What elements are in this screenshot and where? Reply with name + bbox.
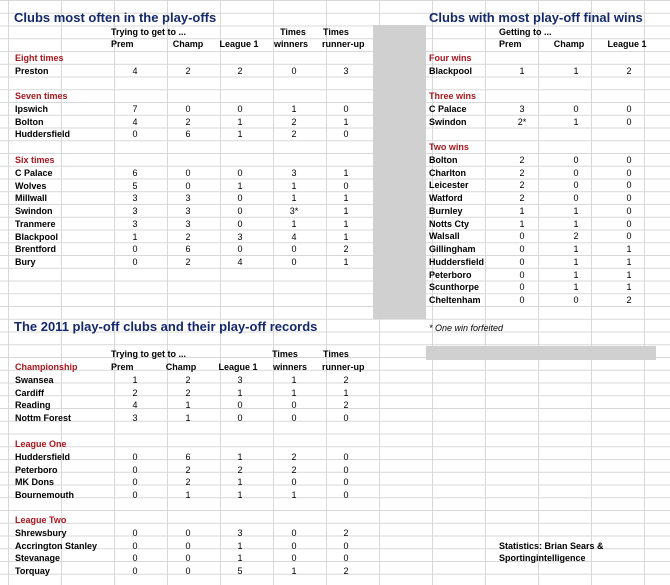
header-winners: winners xyxy=(272,362,308,372)
club-name: Charlton xyxy=(429,167,466,178)
stat-cell: 0 xyxy=(132,451,138,462)
stat-cell: 0 xyxy=(291,400,297,411)
panel1-title: Clubs most often in the play-offs xyxy=(14,10,217,25)
stat-cell: 0 xyxy=(626,116,632,127)
header-getting: Getting to ... xyxy=(499,27,552,37)
stat-cell: 5 xyxy=(237,566,243,576)
stat-cell: 0 xyxy=(132,540,138,551)
stat-cell: 0 xyxy=(291,413,297,423)
club-name: Torquay xyxy=(15,566,50,576)
club-name: Scunthorpe xyxy=(429,282,480,293)
stat-cell: 0 xyxy=(626,180,632,191)
stat-cell: 0 xyxy=(343,477,349,488)
stat-cell: 1 xyxy=(519,218,525,229)
stat-cell: 1 xyxy=(573,244,579,254)
stat-cell: 1 xyxy=(291,180,297,191)
stat-cell: 0 xyxy=(237,103,243,114)
stat-cell: 0 xyxy=(185,167,191,178)
stat-cell: 1 xyxy=(573,256,579,267)
stat-cell: 3 xyxy=(185,193,191,204)
club-name: Stevanage xyxy=(15,553,61,564)
club-name: Nottm Forest xyxy=(15,413,71,423)
stat-cell: 1 xyxy=(291,103,297,114)
stat-cell: 1 xyxy=(626,256,632,267)
stat-cell: 0 xyxy=(291,65,297,76)
panel3-title: The 2011 play-off clubs and their play-off records xyxy=(14,319,318,334)
header-trying: Trying to get to ... xyxy=(111,27,186,37)
club-name: Peterboro xyxy=(15,464,58,475)
stat-cell: 2 xyxy=(185,477,191,488)
stat-cell: 1 xyxy=(185,413,191,423)
stat-cell: 1 xyxy=(519,65,525,76)
group-label: Three wins xyxy=(429,91,477,101)
stat-cell: 0 xyxy=(132,527,138,538)
club-name: Cardiff xyxy=(15,387,44,398)
stat-cell: 2 xyxy=(132,387,138,398)
stat-cell: 2 xyxy=(237,464,243,475)
stat-cell: 0 xyxy=(291,257,297,267)
stat-cell: 0 xyxy=(519,256,525,267)
club-name: Blackpool xyxy=(429,65,473,76)
stat-cell: 1 xyxy=(343,193,349,204)
credit-line2: Sportingintelligence xyxy=(499,553,586,563)
stat-cell: 2 xyxy=(185,464,191,475)
club-name: Bury xyxy=(15,257,36,267)
stat-cell: 0 xyxy=(343,490,349,500)
stat-cell: 3 xyxy=(185,206,191,216)
stat-cell: 1 xyxy=(343,167,349,178)
stat-cell: 1 xyxy=(343,387,349,398)
group-label: League One xyxy=(15,439,67,449)
stat-cell: 3 xyxy=(132,413,138,423)
stat-cell: 1 xyxy=(573,65,579,76)
stat-cell: 2 xyxy=(626,65,632,76)
stat-cell: 1 xyxy=(626,244,632,254)
stat-cell: 2 xyxy=(343,527,349,538)
stat-cell: 2* xyxy=(517,116,527,127)
stat-cell: 6 xyxy=(185,451,191,462)
club-name: Bournemouth xyxy=(15,490,74,500)
stat-cell: 2 xyxy=(291,464,297,475)
stat-cell: 2 xyxy=(343,244,349,255)
stat-cell: 0 xyxy=(237,244,243,255)
stat-cell: 3 xyxy=(132,193,138,204)
stat-cell: 0 xyxy=(519,269,525,280)
club-name: Swindon xyxy=(429,116,467,127)
stat-cell: 0 xyxy=(573,193,579,203)
club-name: Watford xyxy=(429,193,463,203)
stat-cell: 0 xyxy=(291,553,297,564)
stat-cell: 0 xyxy=(343,103,349,114)
stat-cell: 0 xyxy=(237,193,243,204)
club-name: Blackpool xyxy=(15,231,59,242)
club-name: Burnley xyxy=(429,205,463,216)
stat-cell: 3 xyxy=(132,218,138,229)
group-label: Eight times xyxy=(15,53,64,63)
club-name: Walsall xyxy=(429,231,460,242)
stat-cell: 0 xyxy=(343,553,349,564)
stat-cell: 1 xyxy=(573,205,579,216)
stat-cell: 4 xyxy=(132,65,138,76)
club-name: Accrington Stanley xyxy=(15,540,98,551)
stat-cell: 1 xyxy=(519,205,525,216)
group-label: Championship xyxy=(15,362,78,372)
stat-cell: 1 xyxy=(185,490,191,500)
stat-cell: 2 xyxy=(185,231,191,242)
club-name: Shrewsbury xyxy=(15,527,67,538)
stat-cell: 0 xyxy=(626,103,632,114)
stat-cell: 0 xyxy=(291,527,297,538)
club-name: Huddersfield xyxy=(429,256,485,267)
stat-cell: 0 xyxy=(237,413,243,423)
stat-cell: 0 xyxy=(185,566,191,576)
club-name: Bolton xyxy=(429,154,458,165)
club-name: Gillingham xyxy=(429,244,476,254)
stat-cell: 0 xyxy=(573,295,579,305)
stat-cell: 0 xyxy=(237,218,243,229)
stat-cell: 2 xyxy=(185,387,191,398)
stat-cell: 0 xyxy=(626,193,632,203)
club-name: Notts Cty xyxy=(429,218,469,229)
stat-cell: 1 xyxy=(237,387,243,398)
stat-cell: 1 xyxy=(132,231,138,242)
stat-cell: 1 xyxy=(626,282,632,293)
header-league1: League 1 xyxy=(219,39,259,49)
stat-cell: 1 xyxy=(185,400,191,411)
stat-cell: 0 xyxy=(626,167,632,178)
stat-cell: 3 xyxy=(237,231,243,242)
club-name: C Palace xyxy=(429,103,467,114)
club-name: Millwall xyxy=(15,193,48,204)
stat-cell: 3 xyxy=(343,65,349,76)
stat-cell: 2 xyxy=(237,65,243,76)
stat-cell: 0 xyxy=(519,244,525,254)
stat-cell: 0 xyxy=(132,477,138,488)
header-runner-up: runner-up xyxy=(322,39,365,49)
stat-cell: 2 xyxy=(573,231,579,242)
club-name: Leicester xyxy=(429,180,469,191)
header-prem: Prem xyxy=(499,39,522,49)
stat-cell: 1 xyxy=(573,218,579,229)
stat-cell: 6 xyxy=(185,129,191,140)
header-league1: League 1 xyxy=(218,362,258,372)
stat-cell: 1 xyxy=(237,129,243,140)
club-name: Cheltenham xyxy=(429,295,481,305)
stat-cell: 6 xyxy=(185,244,191,255)
stat-cell: 2 xyxy=(291,451,297,462)
panel2-title: Clubs with most play-off final wins xyxy=(429,10,643,25)
club-name: Preston xyxy=(15,65,49,76)
stat-cell: 1 xyxy=(237,451,243,462)
group-label: Seven times xyxy=(15,91,68,101)
stat-cell: 0 xyxy=(519,295,525,305)
stat-cell: 2 xyxy=(343,566,349,576)
club-name: Swindon xyxy=(15,206,53,216)
stat-cell: 1 xyxy=(343,257,349,267)
stat-cell: 2 xyxy=(343,374,349,385)
stat-cell: 1 xyxy=(573,116,579,127)
stat-cell: 4 xyxy=(237,257,243,267)
header-times: Times xyxy=(323,349,349,359)
header-prem: Prem xyxy=(111,362,134,372)
stat-cell: 2 xyxy=(519,167,525,178)
stat-cell: 0 xyxy=(291,244,297,255)
stat-cell: 0 xyxy=(132,244,138,255)
stat-cell: 0 xyxy=(132,257,138,267)
stat-cell: 0 xyxy=(626,218,632,229)
header-trying: Trying to get to ... xyxy=(111,349,186,359)
header-winners: winners xyxy=(273,39,309,49)
club-name: Huddersfield xyxy=(15,451,71,462)
club-name: Wolves xyxy=(15,180,47,191)
club-name: Brentford xyxy=(15,244,56,255)
stat-cell: 3 xyxy=(237,527,243,538)
stat-cell: 2 xyxy=(519,193,525,203)
stat-cell: 0 xyxy=(343,413,349,423)
stat-cell: 2 xyxy=(185,257,191,267)
header-champ: Champ xyxy=(172,39,204,49)
group-label: Six times xyxy=(15,155,55,165)
stat-cell: 1 xyxy=(237,477,243,488)
club-name: Peterboro xyxy=(429,269,472,280)
stat-cell: 1 xyxy=(291,387,297,398)
stat-cell: 0 xyxy=(237,206,243,216)
stat-cell: 1 xyxy=(237,540,243,551)
stat-cell: 0 xyxy=(132,490,138,500)
stat-cell: 1 xyxy=(343,218,349,229)
header-times: Times xyxy=(272,349,298,359)
stat-cell: 4 xyxy=(132,116,138,127)
stat-cell: 1 xyxy=(573,269,579,280)
stat-cell: 2 xyxy=(343,400,349,411)
stat-cell: 0 xyxy=(573,180,579,191)
stat-cell: 4 xyxy=(291,231,297,242)
club-name: Tranmere xyxy=(15,218,56,229)
stat-cell: 3 xyxy=(237,374,243,385)
stat-cell: 0 xyxy=(573,154,579,165)
stat-cell: 3 xyxy=(132,206,138,216)
stat-cell: 1 xyxy=(132,374,138,385)
club-name: Swansea xyxy=(15,374,54,385)
stat-cell: 2 xyxy=(291,129,297,140)
stat-cell: 3* xyxy=(289,206,299,216)
stat-cell: 0 xyxy=(132,129,138,140)
stat-cell: 1 xyxy=(237,180,243,191)
stat-cell: 0 xyxy=(343,540,349,551)
stat-cell: 3 xyxy=(185,218,191,229)
stat-cell: 2 xyxy=(185,65,191,76)
stat-cell: 0 xyxy=(343,180,349,191)
stat-cell: 0 xyxy=(573,167,579,178)
group-label: Four wins xyxy=(429,53,472,63)
stat-cell: 1 xyxy=(291,218,297,229)
stat-cell: 1 xyxy=(291,193,297,204)
stat-cell: 0 xyxy=(519,282,525,293)
club-name: MK Dons xyxy=(15,477,54,488)
stat-cell: 4 xyxy=(132,400,138,411)
stat-cell: 2 xyxy=(519,180,525,191)
header-champ: Champ xyxy=(553,39,585,49)
stat-cell: 0 xyxy=(185,103,191,114)
header-times: Times xyxy=(323,27,349,37)
group-label: League Two xyxy=(15,515,67,525)
stat-cell: 3 xyxy=(291,167,297,178)
header-prem: Prem xyxy=(111,39,134,49)
header-league1: League 1 xyxy=(607,39,647,49)
stat-cell: 0 xyxy=(343,464,349,475)
stat-cell: 0 xyxy=(132,553,138,564)
stat-cell: 0 xyxy=(237,167,243,178)
header-champ: Champ xyxy=(165,362,197,372)
header-runner-up: runner-up xyxy=(322,362,365,372)
stat-cell: 2 xyxy=(519,154,525,165)
stat-cell: 1 xyxy=(291,374,297,385)
stat-cell: 0 xyxy=(519,231,525,242)
stat-cell: 0 xyxy=(185,540,191,551)
stat-cell: 0 xyxy=(343,129,349,140)
grey-divider-row xyxy=(426,346,656,360)
stat-cell: 1 xyxy=(237,116,243,127)
group-label: Two wins xyxy=(429,142,469,152)
stat-cell: 0 xyxy=(185,527,191,538)
stat-cell: 1 xyxy=(291,566,297,576)
stat-cell: 1 xyxy=(343,116,349,127)
stat-cell: 7 xyxy=(132,103,138,114)
grey-divider-column xyxy=(373,25,426,319)
club-name: Ipswich xyxy=(15,103,49,114)
stat-cell: 0 xyxy=(132,566,138,576)
stat-cell: 0 xyxy=(626,205,632,216)
credit-line1: Statistics: Brian Sears & xyxy=(499,541,604,551)
stat-cell: 2 xyxy=(291,116,297,127)
stat-cell: 0 xyxy=(573,103,579,114)
stat-cell: 0 xyxy=(132,464,138,475)
header-times: Times xyxy=(280,27,306,37)
stat-cell: 1 xyxy=(626,269,632,280)
stat-cell: 2 xyxy=(185,116,191,127)
club-name: Reading xyxy=(15,400,51,411)
club-name: Bolton xyxy=(15,116,44,127)
stat-cell: 0 xyxy=(185,180,191,191)
stat-cell: 0 xyxy=(291,540,297,551)
stat-cell: 6 xyxy=(132,167,138,178)
stat-cell: 0 xyxy=(626,154,632,165)
stat-cell: 0 xyxy=(343,451,349,462)
stat-cell: 1 xyxy=(343,231,349,242)
footnote: * One win forfeited xyxy=(429,323,504,333)
club-name: Huddersfield xyxy=(15,129,71,140)
stat-cell: 2 xyxy=(185,374,191,385)
stat-cell: 1 xyxy=(573,282,579,293)
stat-cell: 0 xyxy=(626,231,632,242)
stat-cell: 0 xyxy=(291,477,297,488)
stat-cell: 2 xyxy=(626,295,632,305)
stat-cell: 0 xyxy=(185,553,191,564)
stat-cell: 1 xyxy=(291,490,297,500)
stat-cell: 1 xyxy=(343,206,349,216)
club-name: C Palace xyxy=(15,167,53,178)
stat-cell: 1 xyxy=(237,490,243,500)
stat-cell: 3 xyxy=(519,103,525,114)
stat-cell: 0 xyxy=(237,400,243,411)
stat-cell: 1 xyxy=(237,553,243,564)
stat-cell: 5 xyxy=(132,180,138,191)
